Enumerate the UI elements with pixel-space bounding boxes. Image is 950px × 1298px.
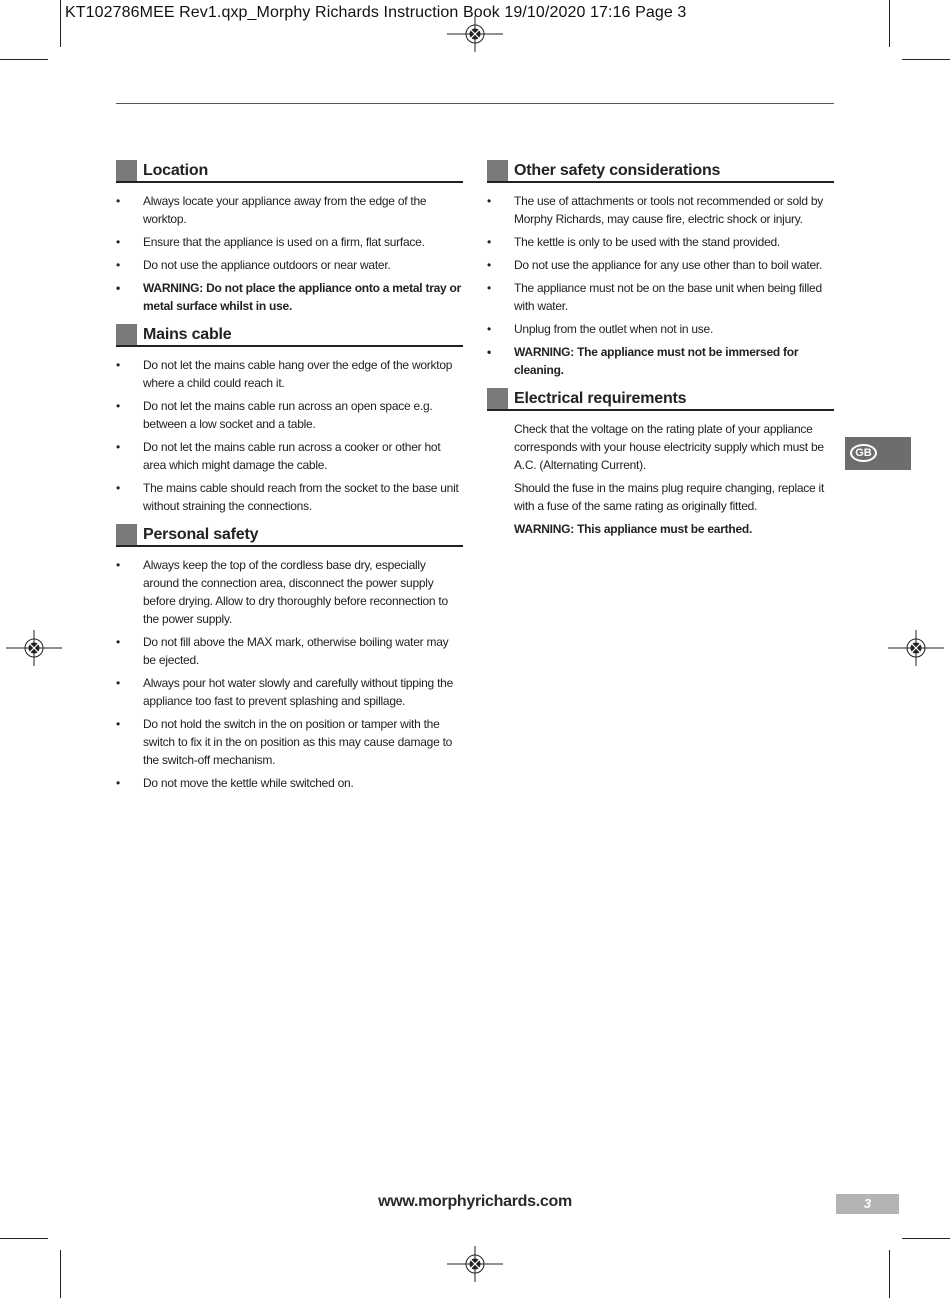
list-item: • Do not use the appliance for any use other than to boil water.: [487, 256, 834, 274]
registration-mark-icon: [888, 630, 944, 666]
section-title: Location: [143, 162, 209, 179]
section-title: Personal safety: [143, 526, 259, 543]
registration-mark-icon: [6, 630, 62, 666]
list-item: • Unplug from the outlet when not in use.: [487, 320, 834, 338]
list-item: • Do not let the mains cable hang over the edge of the worktop where a child could reach it.: [116, 356, 463, 392]
section-heading: [487, 388, 834, 411]
section-title: Mains cable: [143, 326, 232, 343]
list-item: • The mains cable should reach from the socket to the base unit without straining the connections.: [116, 479, 463, 515]
list-item: • Do not move the kettle while switched on.: [116, 774, 463, 792]
section-title: Electrical requirements: [514, 390, 687, 407]
paragraph: Check that the voltage on the rating plate of your appliance corresponds with your house electricity supply which must be A.C. (Alternating Current).: [514, 422, 824, 472]
crop-mark: [60, 1250, 61, 1298]
list-item: • Do not fill above the MAX mark, otherwise boiling water may be ejected.: [116, 633, 463, 669]
list-item: • Always locate your appliance away from the edge of the worktop.: [116, 192, 463, 228]
list-item: • Always pour hot water slowly and carefully without tipping the appliance too fast to prevent splashing and spillage.: [116, 674, 463, 710]
heading-marker: [487, 160, 508, 181]
page-number: 3: [836, 1194, 899, 1214]
list-item: • Do not use the appliance outdoors or near water.: [116, 256, 463, 274]
list-item: • Do not hold the switch in the on position or tamper with the switch to fix it in the on position as this may cause damage to the switch-off mechanism.: [116, 715, 463, 769]
list-item: • Do not let the mains cable run across an open space e.g. between a low socket and a table.: [116, 397, 463, 433]
heading-marker: [116, 324, 137, 345]
section-location: [116, 160, 463, 315]
heading-marker: [116, 524, 137, 545]
list-item: • Always keep the top of the cordless base dry, especially around the connection area, disconnect the power supply before drying. Allow to dry thoroughly before reconnection to the power supply.: [116, 556, 463, 628]
printer-slug: KT102786MEE Rev1.qxp_Morphy Richards Instruction Book 19/10/2020 17:16 Page 3: [65, 4, 687, 21]
list-item: • Ensure that the appliance is used on a firm, flat surface.: [116, 233, 463, 251]
bullet-list: [487, 192, 834, 379]
registration-mark-icon: [447, 16, 503, 52]
crop-mark: [902, 59, 950, 60]
crop-mark: [60, 0, 61, 47]
section-heading: [116, 324, 463, 347]
bullet-list: [116, 556, 463, 792]
section-personal-safety: [116, 524, 463, 792]
section-heading: [487, 160, 834, 183]
right-column: [487, 160, 834, 547]
list-item: • The use of attachments or tools not recommended or sold by Morphy Richards, may cause fire, electric shock or injury.: [487, 192, 834, 228]
list-item: • The kettle is only to be used with the stand provided.: [487, 233, 834, 251]
warning-item: • WARNING: The appliance must not be immersed for cleaning.: [487, 343, 834, 379]
left-column: [116, 160, 463, 801]
section-heading: [116, 160, 463, 183]
gb-badge: GB: [850, 444, 877, 462]
list-item: • Do not let the mains cable run across a cooker or other hot area which might damage the cable.: [116, 438, 463, 474]
crop-mark: [0, 1238, 48, 1239]
heading-marker: [487, 388, 508, 409]
registration-mark-icon: [447, 1246, 503, 1282]
crop-mark: [889, 0, 890, 47]
section-mains-cable: [116, 324, 463, 515]
section-title: Other safety considerations: [514, 162, 721, 179]
crop-mark: [902, 1238, 950, 1239]
section-electrical: [487, 388, 834, 538]
list-item: • The appliance must not be on the base unit when being filled with water.: [487, 279, 834, 315]
crop-mark: [0, 59, 48, 60]
warning-item: • WARNING: Do not place the appliance onto a metal tray or metal surface whilst in use.: [116, 279, 463, 315]
bullet-list: [116, 192, 463, 315]
section-heading: [116, 524, 463, 547]
website-url: www.morphyrichards.com: [378, 1193, 572, 1210]
bullet-list: [116, 356, 463, 515]
paragraph: Should the fuse in the mains plug require changing, replace it with a fuse of the same rating as originally fitted.: [514, 481, 825, 513]
language-tab: [845, 437, 911, 470]
header-rule: [116, 103, 834, 104]
heading-marker: [116, 160, 137, 181]
warning-paragraph: WARNING: This appliance must be earthed.: [514, 522, 753, 536]
section-other-safety: [487, 160, 834, 379]
crop-mark: [889, 1250, 890, 1298]
